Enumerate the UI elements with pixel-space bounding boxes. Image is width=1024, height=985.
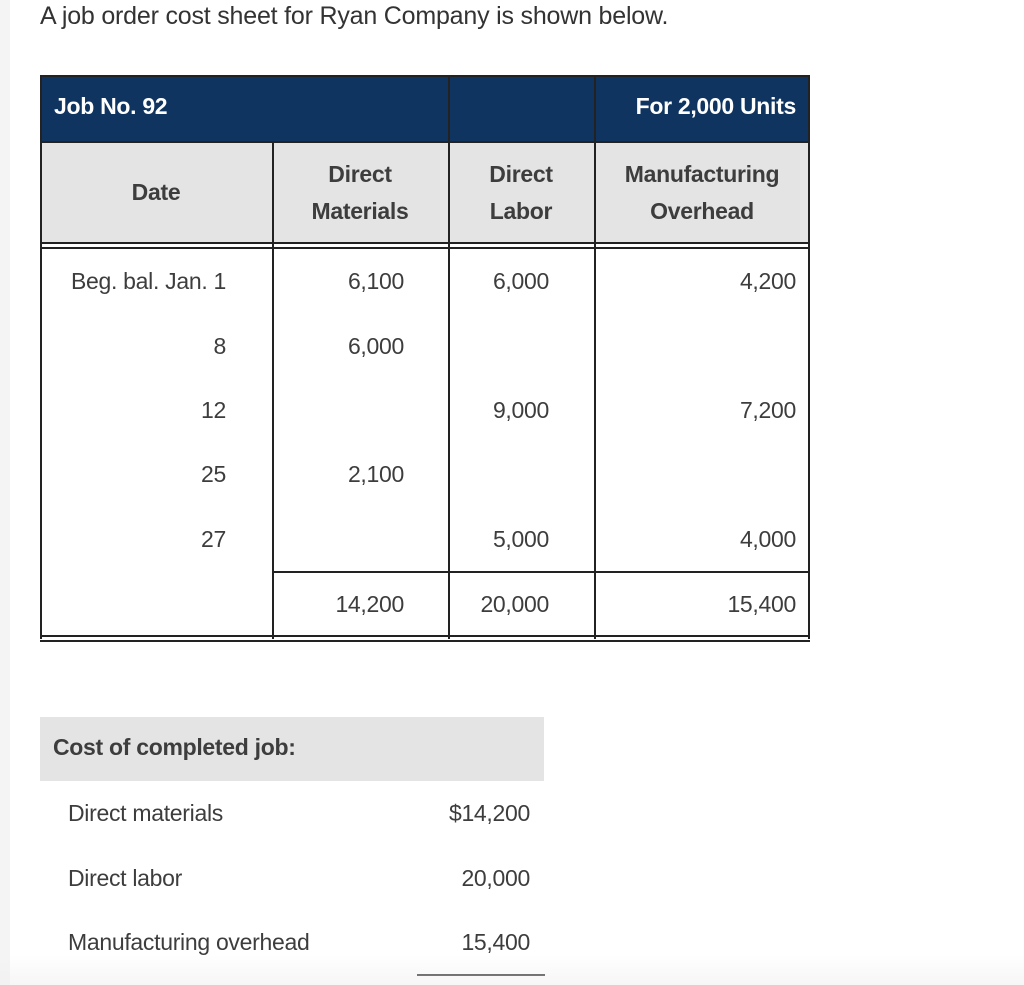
row-direct-materials: 6,100: [347, 268, 404, 294]
col-overhead: [594, 156, 810, 230]
completed-item-value: 15,400: [461, 929, 530, 955]
header-divider: [448, 75, 450, 141]
row-date: 25: [201, 461, 226, 487]
row-date: 12: [201, 397, 226, 423]
row-direct-labor: 9,000: [492, 397, 549, 423]
sum-underline: [417, 974, 545, 976]
completed-job-title: Cost of completed job:: [53, 734, 296, 760]
row-date: 27: [201, 526, 226, 552]
column-divider: [448, 141, 450, 639]
col-direct-labor: [448, 156, 594, 230]
subheader-rule: [40, 242, 810, 244]
col-overhead-line2: Overhead: [650, 198, 754, 224]
column-divider: [272, 141, 274, 639]
units-label: For 2,000 Units: [635, 93, 796, 119]
total-overhead: 15,400: [727, 591, 796, 617]
completed-job-header: [40, 717, 544, 781]
total-rule: [272, 571, 810, 573]
header-divider: [594, 75, 596, 141]
row-direct-labor: 6,000: [492, 268, 549, 294]
column-divider: [594, 141, 596, 639]
col-direct-labor-line2: Labor: [489, 198, 553, 224]
border-right: [808, 75, 810, 639]
col-direct-materials-line2: Materials: [311, 198, 409, 224]
row-date: Beg. bal. Jan. 1: [70, 268, 226, 294]
completed-item-value: 20,000: [461, 865, 530, 891]
total-direct-materials: 14,200: [335, 591, 404, 617]
bottom-rule: [40, 635, 810, 637]
row-overhead: 4,000: [739, 526, 796, 552]
job-cost-sheet: [40, 75, 810, 641]
row-direct-materials: 2,100: [347, 461, 404, 487]
col-overhead-line1: Manufacturing: [624, 161, 780, 187]
row-direct-materials: 6,000: [347, 333, 404, 359]
col-direct-materials-line1: Direct: [328, 161, 392, 187]
job-number: Job No. 92: [54, 93, 168, 119]
sheet-header: [40, 75, 810, 141]
completed-item-label: Manufacturing overhead: [68, 929, 310, 955]
row-overhead: 4,200: [739, 268, 796, 294]
border-top: [40, 75, 810, 77]
col-direct-materials: [272, 156, 448, 230]
bottom-rule-double: [40, 640, 810, 642]
row-overhead: 7,200: [739, 397, 796, 423]
row-date: 8: [213, 333, 226, 359]
completed-item-label: Direct labor: [68, 865, 182, 891]
completed-item-value: $14,200: [448, 800, 530, 826]
col-direct-labor-line1: Direct: [489, 161, 553, 187]
total-direct-labor: 20,000: [480, 591, 549, 617]
subheader-rule-double: [40, 247, 810, 249]
header-rule: [40, 141, 810, 143]
left-gutter: [0, 0, 10, 985]
bottom-fade: [0, 955, 1024, 985]
row-direct-labor: 5,000: [492, 526, 549, 552]
column-header-row: [40, 141, 810, 242]
intro-text: A job order cost sheet for Ryan Company is shown below.: [40, 2, 669, 30]
col-date: Date: [131, 179, 181, 205]
completed-item-label: Direct materials: [68, 800, 223, 826]
